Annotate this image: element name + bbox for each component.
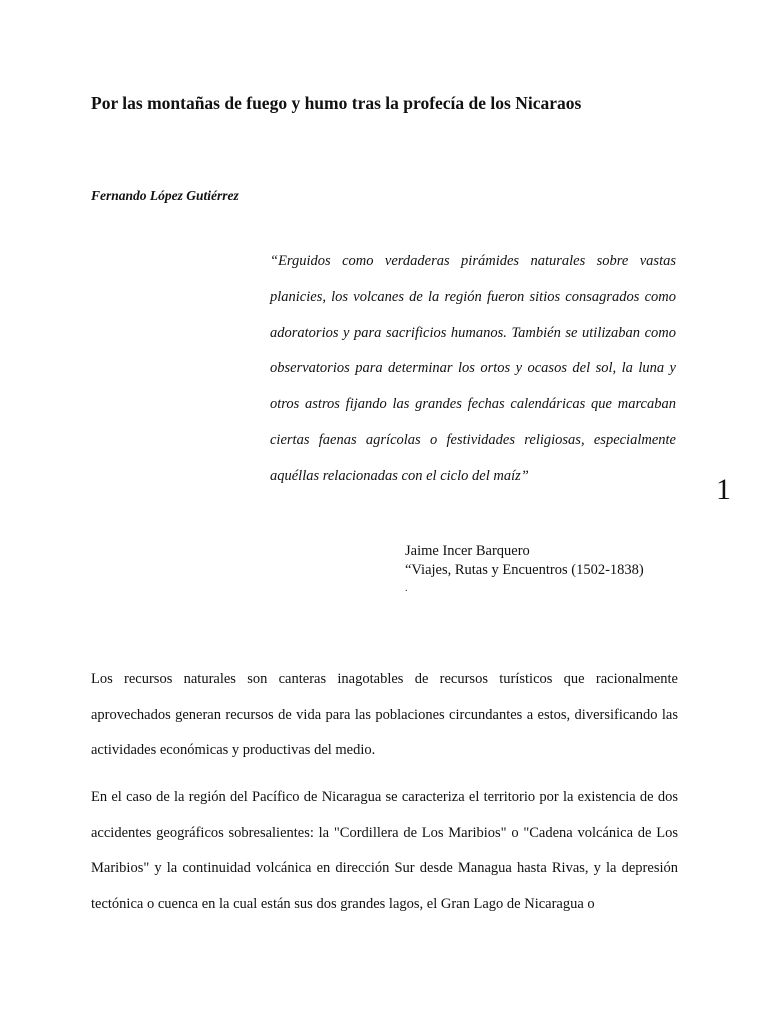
citation-trailing-mark: . <box>405 583 408 594</box>
body-paragraph: Los recursos naturales son canteras inagotables de recursos turísticos que racionalmente aprovechados generan recursos de vida para las poblaciones circundantes a estos, diversificando las actividades económicas y productivas del medio. <box>91 671 678 759</box>
page-number: 1 <box>716 473 731 506</box>
citation-work: “Viajes, Rutas y Encuentros (1502-1838) <box>405 562 644 578</box>
author-name: Fernando López Gutiérrez <box>91 188 239 203</box>
epigraph-quote: “Erguidos como verdaderas pirámides naturales sobre vastas planicies, los volcanes de la región fueron sitios consagrados como adoratorios y para sacrificios humanos. También se utilizaban como observatorios para determinar los ortos y ocasos del sol, la luna y otros astros fijando las grandes fechas calendáricas que marcaban ciertas faenas agrícolas o festividades religiosas, especialmente aquéllas relacionadas con el ciclo del maíz” <box>270 253 676 484</box>
citation-author: Jaime Incer Barquero <box>405 543 530 559</box>
epigraph-citation <box>405 542 644 580</box>
document-title: Por las montañas de fuego y humo tras la profecía de los Nicaraos <box>91 93 582 113</box>
body-paragraph: En el caso de la región del Pacífico de Nicaragua se caracteriza el territorio por la existencia de dos accidentes geográficos sobresalientes: la "Cordillera de Los Maribios" o "Cadena volcánica de Los Maribios" y la continuidad volcánica en dirección Sur desde Managua hasta Rivas, y la depresión tectónica o cuenca en la cual están sus dos grandes lagos, el Gran Lago de Nicaragua o <box>91 789 678 912</box>
